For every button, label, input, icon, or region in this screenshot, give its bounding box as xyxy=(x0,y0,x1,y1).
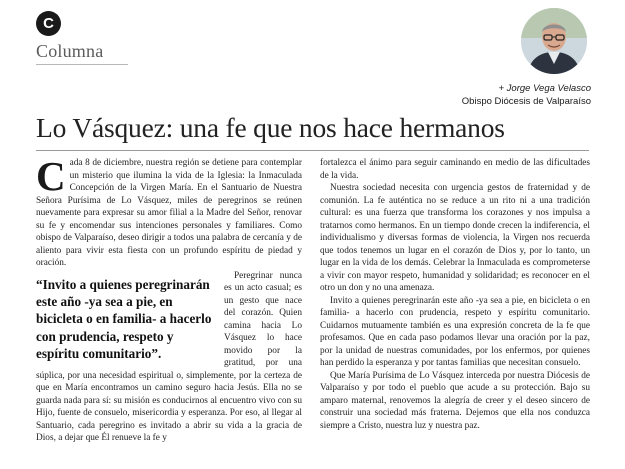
paragraph: Peregrinar nunca es un acto casual; es un gesto que nace del corazón. Quien camina hacia Lo Vásquez lo hace movido por la gratitud, por una súplica, por una necesidad espiritual o, simplemente, por la certeza de que en María encontramos un camino seguro hacia Jesús. Ella no se guarda nada para sí: su misión es conducirnos al encuentro vivo con su Hijo, fuente de consuelo, misericordia y esperanza. Por eso, al llegar al Santuario, cada peregrino es invitado a abrir su vida a la gracia de Dios, a dejar que Él renueve la fe y xyxy=(36,270,302,443)
drop-cap: C xyxy=(36,153,66,199)
author-byline xyxy=(462,82,591,108)
paragraph: Que María Purísima de Lo Vásquez interceda por nuestra Diócesis de Valparaíso y por todo el pueblo que acude a su protección. Bajo su amparo maternal, renovemos la alegría de creer y el deseo sincero de construir una sociedad más fraterna. Dejemos que ella nos conduzca siempre a Cristo, nuestra luz y nuestra paz. xyxy=(320,370,590,431)
column-badge: C xyxy=(36,11,61,36)
paragraph: Nuestra sociedad necesita con urgencia gestos de fraternidad y de comunión. La fe auténtica no se reduce a un rito ni a una tradición cultural: es una fuerza que transforma los corazones y nos impulsa a tratarnos como hermanos. En un tiempo donde crecen la indiferencia, el individualismo y diversas formas de violencia, la Virgen nos recuerda que todos tenemos un lugar en el corazón de Dios y, por lo tanto, un lugar en la vida de los demás. Celebrar la Inmaculada es comprometerse a vivir con mayor respeto, humanidad y solidaridad; es reconocer en el otro un don y no una amenaza. xyxy=(320,183,590,293)
paragraph: Invito a quienes peregrinarán este año -ya sea a pie, en bicicleta o en familia- a hacerlo con prudencia, respeto y espíritu comunitario. Cuidarnos mutuamente también es una expresión concreta de la fe que profesamos. Que en cada paso podamos llevar una oración por la paz, por la unidad de nuestras comunidades, por los enfermos, por quienes han perdido la esperanza y por tantas familias que necesitan consuelo. xyxy=(320,295,590,368)
article-column-2 xyxy=(320,157,590,432)
author-title: Obispo Diócesis de Valparaíso xyxy=(461,96,591,107)
paragraph: fortalezca el ánimo para seguir caminando en medio de las dificultades de la vida. xyxy=(320,158,590,181)
section-label: Columna xyxy=(36,41,104,61)
pull-quote: “Invito a quienes peregrinarán este año -ya sea a pie, en bicicleta o en familia- a hacerlo con prudencia, respeto y espíritu comunitario”. xyxy=(36,276,212,362)
paragraph xyxy=(36,153,302,270)
headline-divider xyxy=(36,150,589,151)
paragraph-text: ada 8 de diciembre, nuestra región se detiene para contemplar un misterio que ilumina la vida de la Iglesia: la Inmaculada Concepción de la Virgen María. En el Santuario de Nuestra Señora Purísima de Lo Vásquez, miles de peregrinos se reúnen nuevamente para expresar su amor filial a la Madre del Señor, renovar su fe y encomendar sus intenciones personales y familiares. Como obispo de Valparaíso, deseo dirigir a todos una palabra de cercanía y de aliento para vivir esta fiesta con un profundo espíritu de piedad y oración. xyxy=(36,158,302,268)
article-headline: Lo Vásquez: una fe que nos hace hermanos xyxy=(36,112,505,143)
section-divider xyxy=(36,64,128,65)
author-name: + Jorge Vega Velasco xyxy=(498,83,591,94)
author-photo xyxy=(521,8,587,74)
article-column-1 xyxy=(36,153,302,445)
author-portrait-icon xyxy=(521,8,587,74)
